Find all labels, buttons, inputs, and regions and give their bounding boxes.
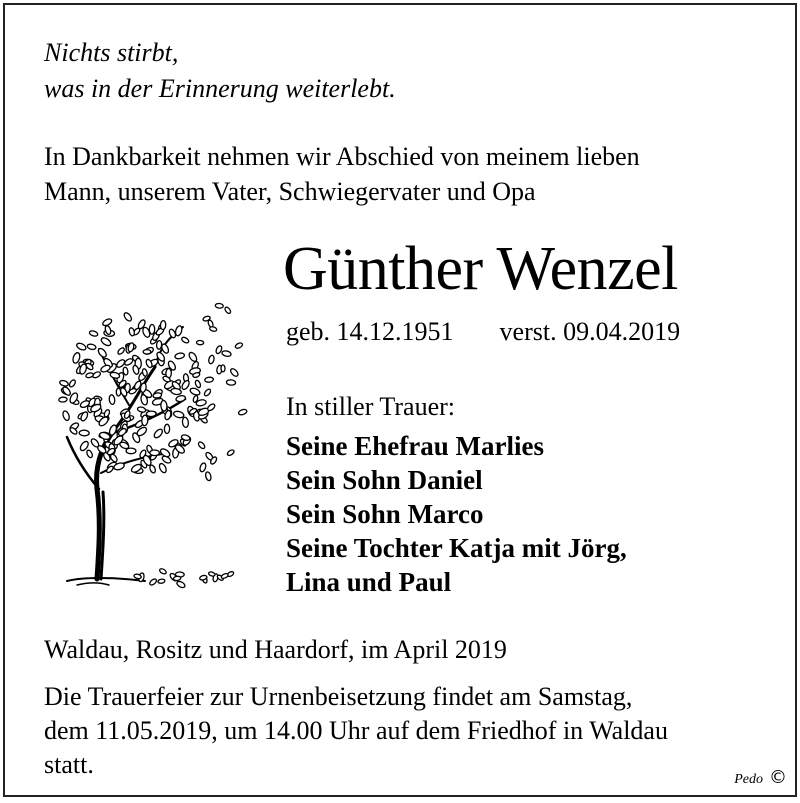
tree-leaf: [196, 340, 203, 345]
tree-leaf: [205, 377, 214, 383]
tree-leaf: [174, 352, 185, 359]
copyright-symbol: ©: [769, 767, 787, 788]
tree-leaf: [176, 580, 186, 589]
memorial-quote: [44, 35, 396, 107]
tree-leaf: [174, 325, 183, 336]
tree-leaf: [175, 395, 186, 403]
tree-leaf: [199, 462, 207, 472]
tree-leaf: [205, 471, 212, 481]
tree-leaf: [86, 449, 94, 458]
place-and-date: Waldau, Rositz und Haardorf, im April 2019: [44, 635, 507, 664]
tree-leaf: [59, 380, 69, 387]
mourner-line: Sein Sohn Daniel: [286, 465, 483, 495]
tree-leaf: [194, 380, 201, 389]
mourning-heading: In stiller Trauer:: [286, 392, 455, 421]
quote-line-1: Nichts stirbt,: [44, 38, 179, 67]
tree-leaf: [208, 571, 215, 577]
tree-leaf: [160, 400, 167, 411]
tree-leaf: [85, 372, 93, 378]
tree-leaf: [117, 347, 126, 356]
tree-leaf: [62, 410, 71, 421]
intro-line-1: In Dankbarkeit nehmen wir Abschied von meinem lieben: [44, 142, 640, 171]
tree-leaf: [123, 312, 133, 323]
tree-leaf: [238, 408, 248, 415]
intro-text: [44, 139, 640, 209]
tree-leaf: [208, 355, 215, 365]
tree-leaf: [102, 318, 113, 327]
tree-leaf: [181, 379, 191, 390]
tree-leaf: [108, 424, 118, 436]
tree-leaf: [76, 342, 87, 351]
tree-leaf: [153, 392, 162, 398]
mourners-list: [286, 429, 627, 599]
tree-leaf: [182, 417, 189, 428]
intro-line-2: Mann, unserem Vater, Schwiegervater und Opa: [44, 177, 536, 206]
tree-leaf: [100, 336, 112, 347]
designer-signature: Pedo: [734, 772, 763, 787]
tree-leaf: [89, 330, 99, 337]
tree-leaf: [143, 349, 151, 354]
tree-leaf: [226, 449, 234, 457]
birth-date: geb. 14.12.1951: [286, 317, 454, 346]
tree-leaf: [79, 430, 89, 436]
tree-leaf: [80, 411, 89, 422]
funeral-line-1: Die Trauerfeier zur Urnenbeisetzung findet am Samstag,: [44, 682, 633, 711]
funeral-line-3: statt.: [44, 750, 94, 779]
tree-leaf: [109, 394, 116, 404]
tree-leaf: [206, 403, 216, 412]
tree-leaf: [149, 324, 155, 334]
tree-leaf: [189, 387, 201, 396]
tree-leaf: [106, 465, 115, 474]
tree-leaf: [156, 340, 162, 349]
tree-leaf: [173, 410, 185, 418]
funeral-line-2: dem 11.05.2019, um 14.00 Uhr auf dem Friedhof in Waldau: [44, 716, 668, 745]
tree-leaf: [229, 367, 239, 377]
tree-leaf: [123, 367, 129, 375]
obituary-notice: [3, 3, 797, 797]
tree-leaf: [158, 462, 167, 473]
tree-leaf: [149, 578, 158, 586]
tree-leaf: [153, 428, 164, 439]
tree-leaf: [110, 372, 121, 380]
designer-credit: [734, 769, 787, 789]
mourner-line: Seine Tochter Katja mit Jörg,: [286, 533, 627, 563]
tree-leaf: [137, 406, 146, 413]
tree-leaf: [103, 409, 110, 418]
tree-leaf: [141, 415, 148, 426]
tree-leaf: [128, 327, 135, 336]
tree-leaf: [173, 576, 181, 581]
tree-leaf: [181, 336, 190, 344]
death-date: verst. 09.04.2019: [499, 317, 681, 346]
life-dates: [286, 316, 680, 348]
tree-leaf: [150, 450, 160, 456]
funeral-announcement: [44, 680, 668, 782]
tree-leaf: [158, 579, 166, 584]
tree-leaf: [221, 573, 229, 580]
tree-leaf: [209, 326, 217, 332]
tree-leaf: [159, 568, 167, 575]
tree-leaf: [160, 320, 166, 329]
mourner-line: Seine Ehefrau Marlies: [286, 431, 544, 461]
tree-leaf: [159, 447, 171, 458]
tree-leaf: [197, 441, 206, 450]
tree-leaf: [97, 347, 108, 358]
tree-leaf: [203, 388, 211, 397]
tree-leaf: [87, 343, 97, 350]
tree-leaf: [146, 411, 156, 417]
tree-leaf: [221, 365, 225, 372]
mourner-line: Sein Sohn Marco: [286, 499, 484, 529]
tree-leaf: [235, 342, 244, 349]
tree-leaf: [226, 380, 236, 386]
tree-leaf: [221, 350, 231, 357]
tree-leaf: [119, 441, 130, 450]
tree-leaf: [164, 424, 169, 433]
windblown-tree-icon: [43, 287, 253, 592]
quote-line-2: was in der Erinnerung weiterlebt.: [44, 74, 396, 103]
tree-leaf: [224, 306, 232, 314]
tree-leaf: [68, 379, 76, 388]
tree-leaf: [215, 303, 223, 308]
tree-leaf: [59, 397, 68, 403]
deceased-name: Günther Wenzel: [283, 235, 678, 303]
mourner-line: Lina und Paul: [286, 567, 452, 597]
